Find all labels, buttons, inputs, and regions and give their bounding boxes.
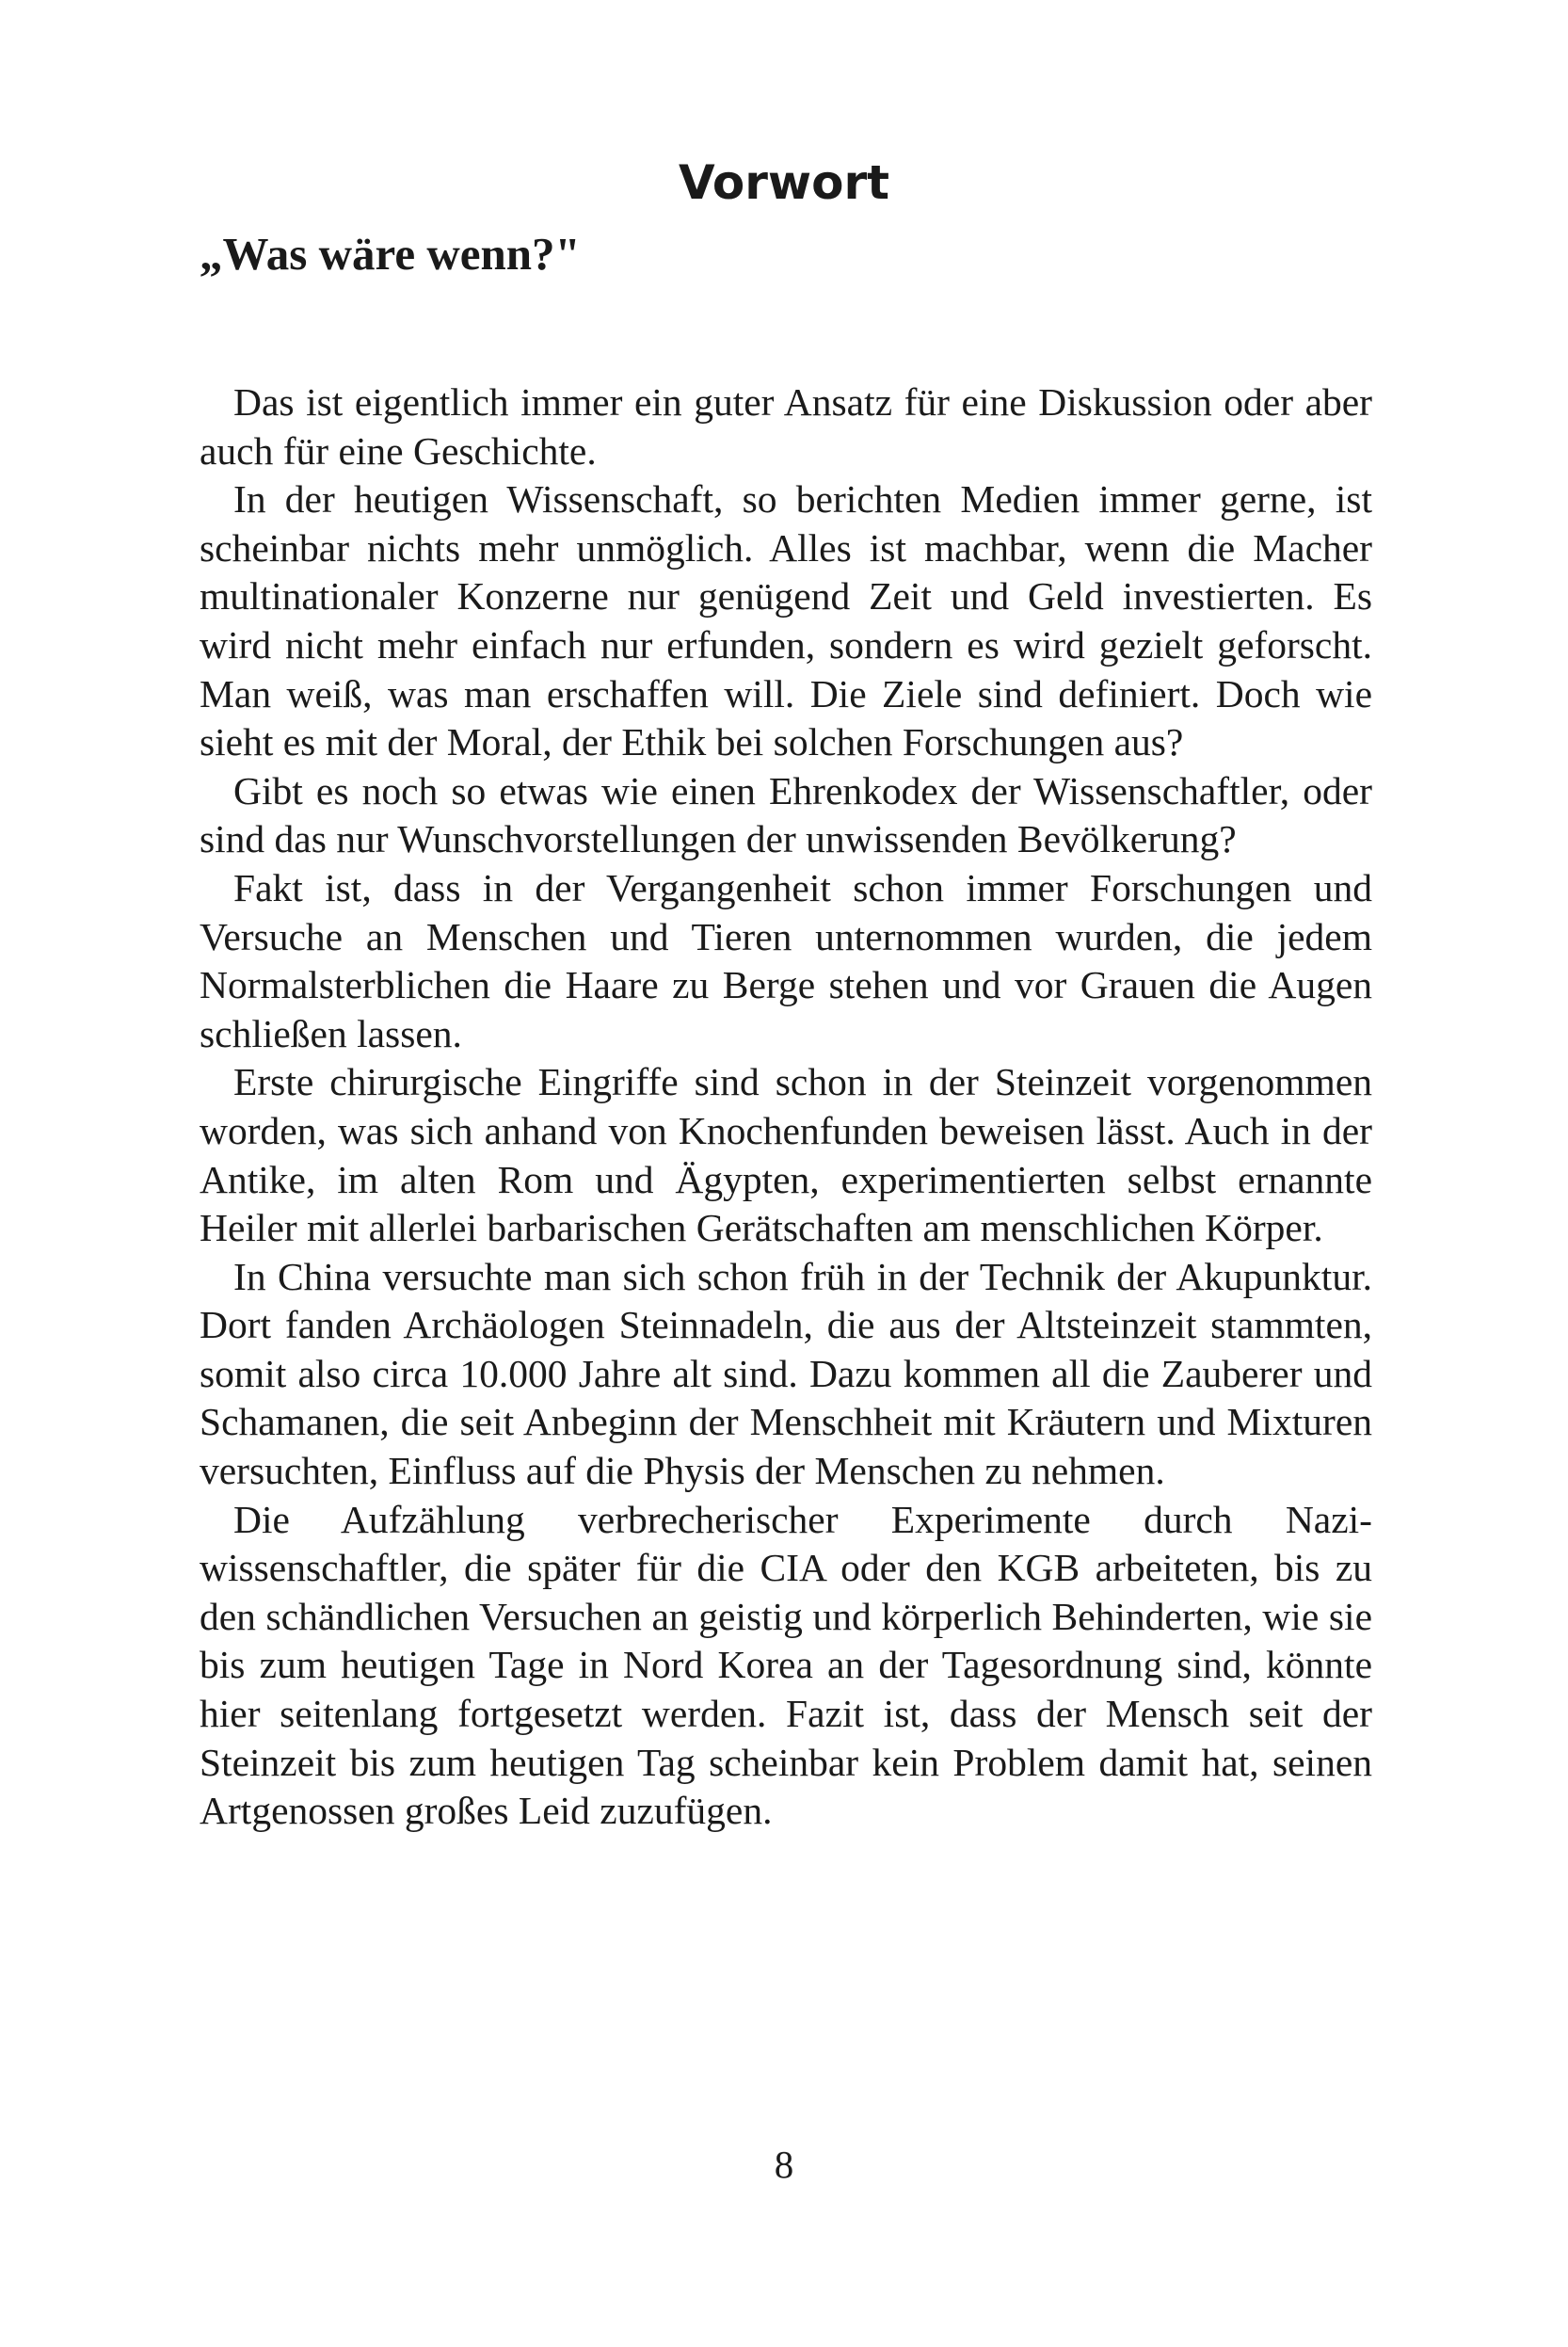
page-title: Vorwort — [678, 155, 890, 210]
paragraph: Gibt es noch so etwas wie einen Ehrenkodex der Wissenschaftler, oder sind das nur Wunschvorstellungen der unwissenden Bevölkerung? — [200, 768, 1372, 861]
paragraph: Erste chirurgische Eingriffe sind schon in der Steinzeit vorgenommen worden, was sich anhand von Knochenfunden beweisen lässt. Auch in der Antike, im alten Rom und Ägypten, experimentierten selbst ernannte Heiler mit allerlei barbarischen Gerätschaften am menschlichen Körper. — [200, 1060, 1372, 1250]
section-subtitle: „Was wäre wenn?" — [200, 228, 581, 280]
paragraph: In China versuchte man sich schon früh in der Technik der Akupunktur. Dort fanden Archäologen Steinnadeln, die aus der Altsteinzeit stammten, somit also circa 10.000 Jahre alt sind. Dazu kommen all die Zauberer und Schamanen, die seit Anbeginn der Menschheit mit Kräutern und Mixturen versuchten, Einfluss auf die Physis der Menschen zu nehmen. — [200, 1254, 1372, 1493]
body-text — [200, 378, 1372, 1836]
paragraph: In der heutigen Wissenschaft, so berichten Medien immer gerne, ist scheinbar nichts mehr unmöglich. Alles ist machbar, wenn die Macher multinationaler Konzerne nur genügend Zeit und Geld investierten. Es wird nicht mehr einfach nur erfunden, sondern es wird gezielt geforscht. Man weiß, was man erschaffen will. Die Ziele sind definiert. Doch wie sieht es mit der Moral, der Ethik bei solchen Forschungen aus? — [200, 477, 1372, 764]
paragraph: Das ist eigentlich immer ein guter Ansatz für eine Diskussion oder aber auch für eine Geschichte. — [200, 380, 1372, 473]
paragraph: Die Aufzählung verbrecherischer Experimente durch Naziwissenschaftler, die später für die CIA oder den KGB arbeiteten, bis zu den schändlichen Versuchen an geistig und körperlich Behinderten, wie sie bis zum heutigen Tage in Nord Korea an der Tagesordnung sind, könnte hier seitenlang fortgesetzt werden. Fazit ist, dass der Mensch seit der Steinzeit bis zum heutigen Tag scheinbar kein Problem damit hat, seinen Artgenossen großes Leid zuzufügen. — [200, 1497, 1372, 1833]
page-number: 8 — [774, 2143, 794, 2186]
paragraph: Fakt ist, dass in der Vergangenheit schon immer Forschungen und Versuche an Menschen und Tieren unternommen wurden, die jedem Normalsterblichen die Haare zu Berge stehen und vor Grauen die Augen schließen lassen. — [200, 865, 1372, 1055]
